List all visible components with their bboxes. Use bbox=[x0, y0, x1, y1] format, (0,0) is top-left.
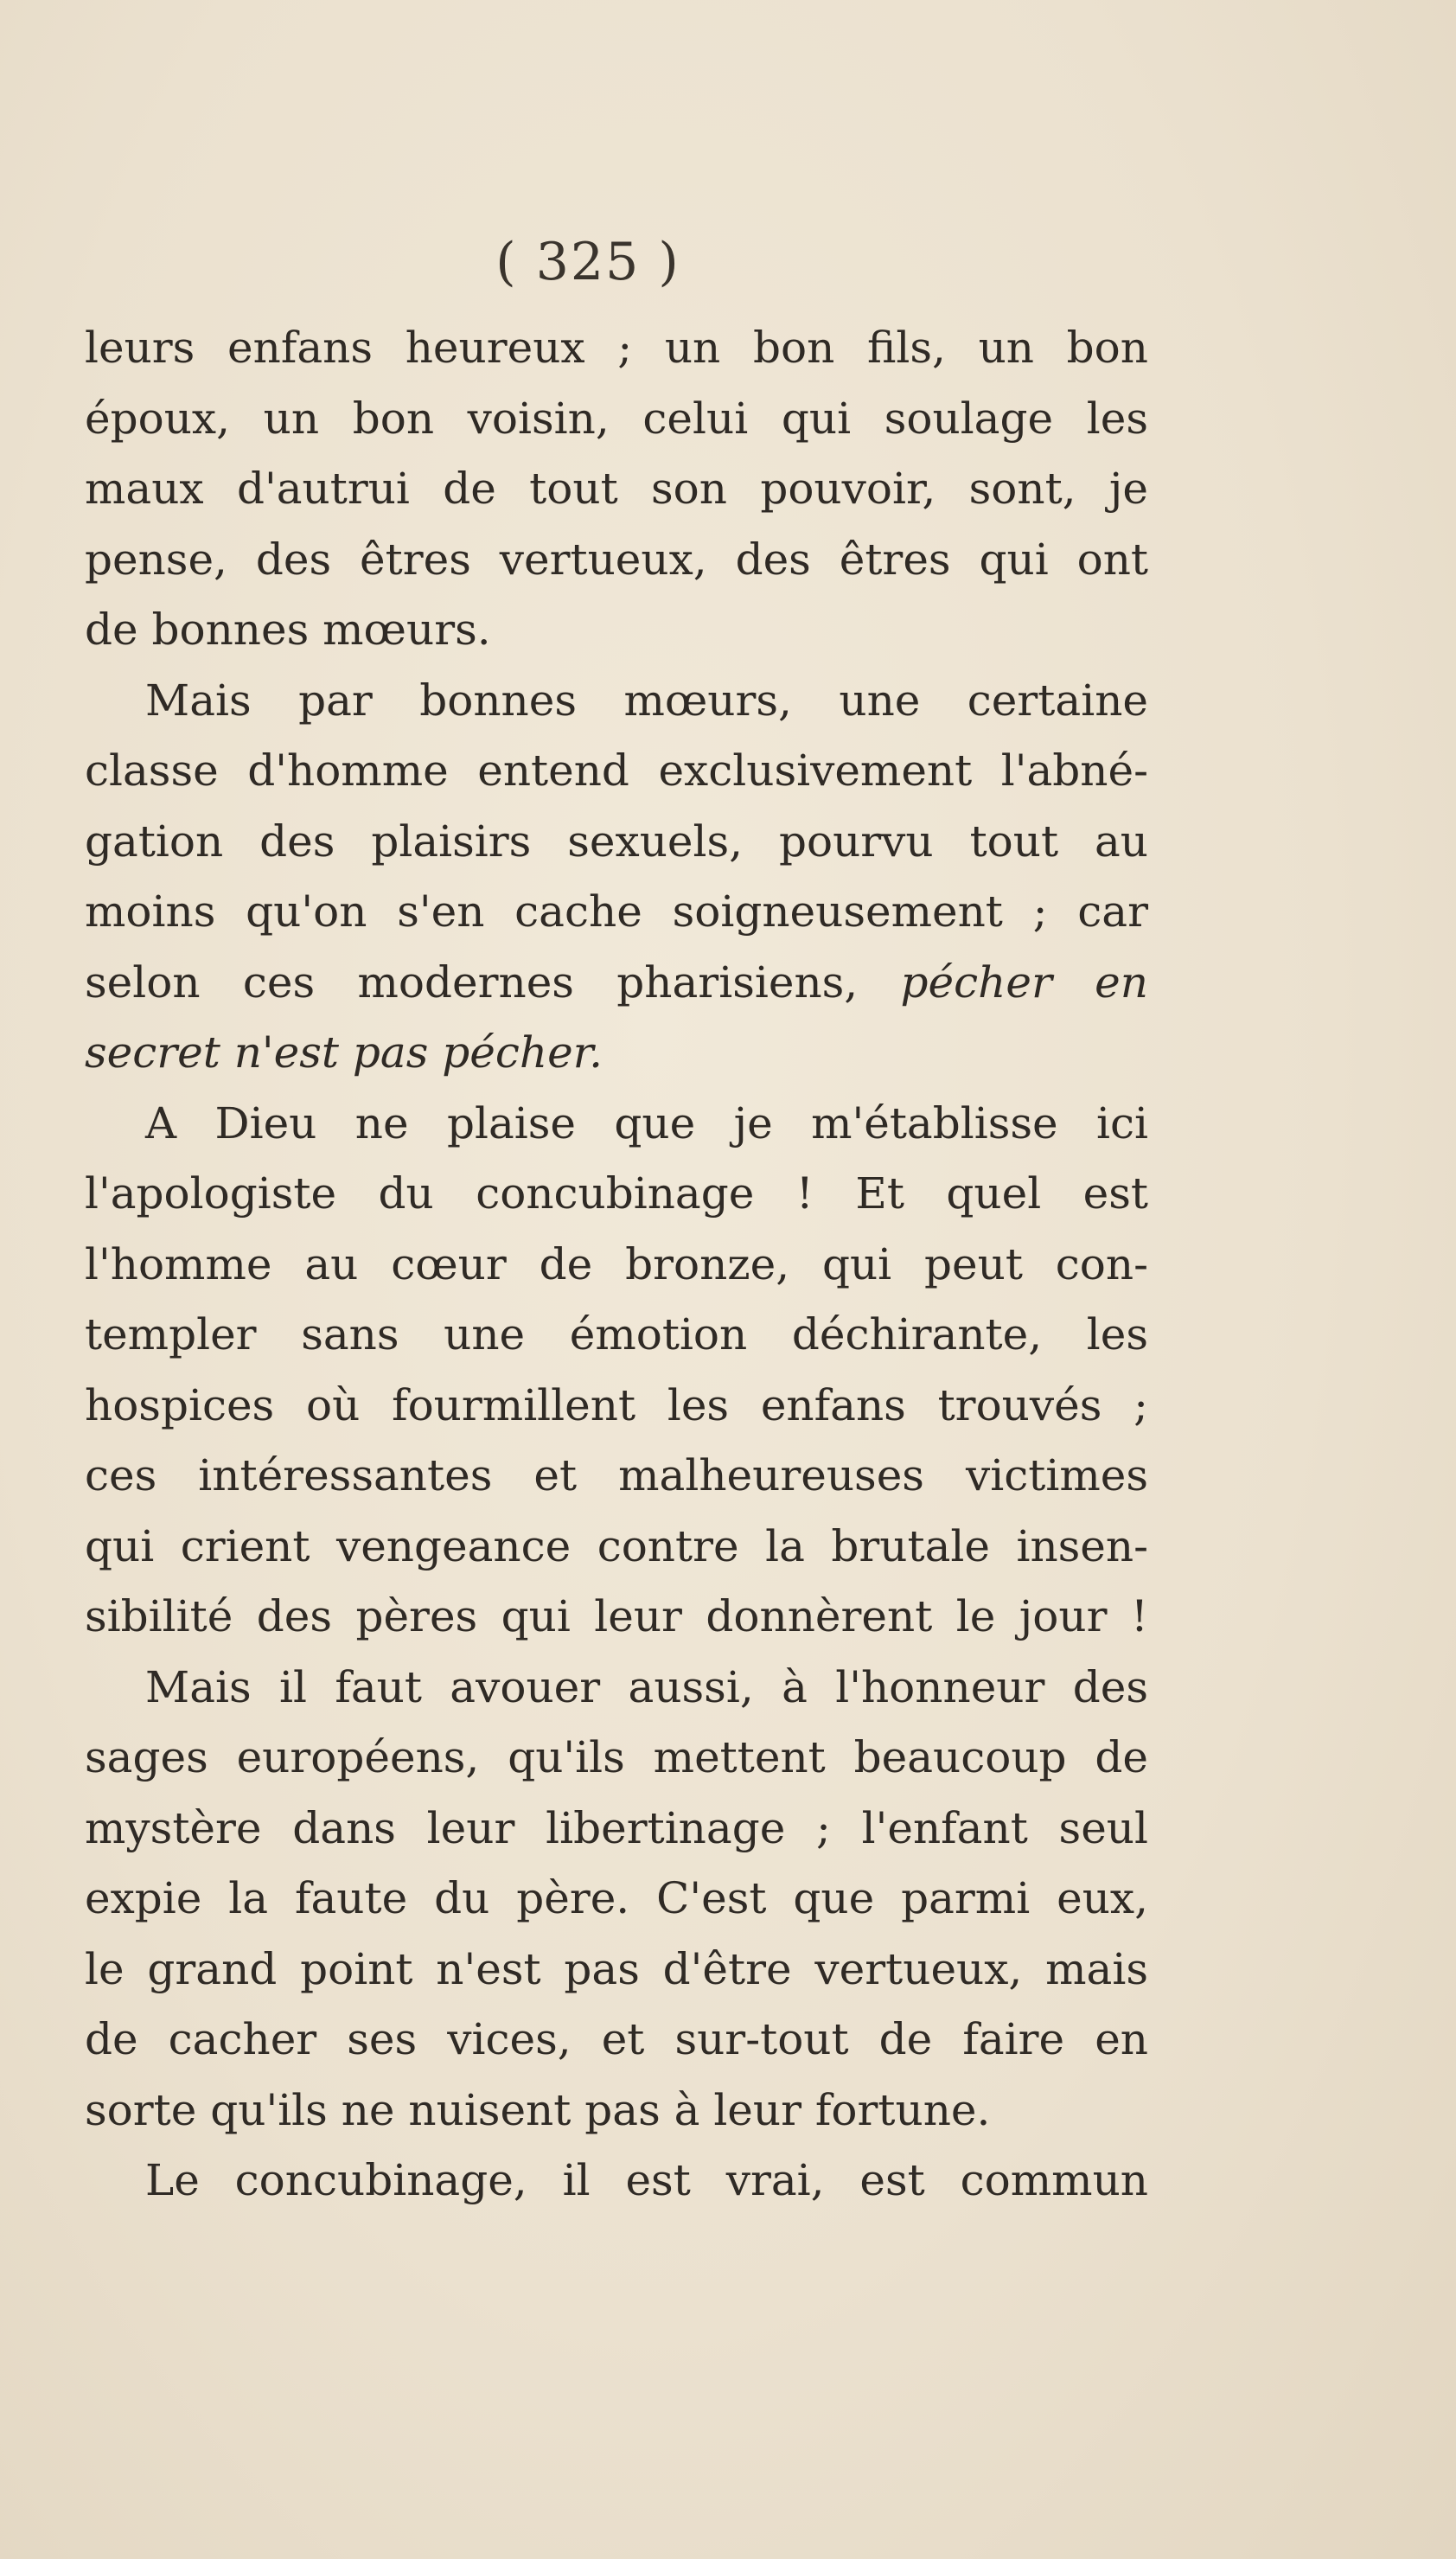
text-line: classe d'homme entend exclusivement l'abné- bbox=[85, 745, 1148, 796]
text-line: qui crient vengeance contre la brutale insen- bbox=[85, 1520, 1148, 1571]
text-line: maux d'autrui de tout son pouvoir, sont, je bbox=[85, 464, 1148, 514]
text-line: sorte qu'ils ne nuisent pas à leur fortune. bbox=[85, 2084, 991, 2135]
text-line: le grand point n'est pas d'être vertueux, mais bbox=[85, 1943, 1148, 1994]
text-line: hospices où fourmillent les enfans trouvés ; bbox=[85, 1379, 1148, 1430]
text-line: leurs enfans heureux ; un bon fils, un bon bbox=[85, 323, 1148, 373]
text-line: de cacher ses vices, et sur-tout de faire en bbox=[85, 2014, 1148, 2064]
text-line: époux, un bon voisin, celui qui soulage les bbox=[85, 393, 1148, 444]
text-line: l'homme au cœur de bronze, qui peut con- bbox=[85, 1238, 1148, 1289]
text-line: gation des plaisirs sexuels, pourvu tout au bbox=[85, 816, 1148, 867]
text-line: l'apologiste du concubinage ! Et quel est bbox=[85, 1168, 1148, 1219]
text-line: expie la faute du père. C'est que parmi eux, bbox=[85, 1873, 1148, 1923]
text-line bbox=[85, 948, 1148, 1019]
text-line: de bonnes mœurs. bbox=[85, 605, 491, 655]
text-line: Mais il faut avouer aussi, à l'honneur des bbox=[145, 1661, 1148, 1712]
italic-text: pécher en bbox=[900, 956, 1148, 1008]
text-line: ces intéressantes et malheureuses victimes bbox=[85, 1450, 1148, 1500]
text-line: templer sans une émotion déchirante, les bbox=[85, 1309, 1148, 1359]
body-text bbox=[85, 313, 1148, 2217]
text-line: sibilité des pères qui leur donnèrent le jour ! bbox=[85, 1591, 1148, 1641]
text-line: pense, des êtres vertueux, des êtres qui ont bbox=[85, 534, 1148, 585]
text-line: Mais par bonnes mœurs, une certaine bbox=[145, 675, 1148, 726]
page-number: ( 325 ) bbox=[495, 232, 680, 292]
text-segment: selon ces modernes pharisiens, bbox=[85, 956, 859, 1008]
text-line: A Dieu ne plaise que je m'établisse ici bbox=[145, 1097, 1148, 1148]
text-line: mystère dans leur libertinage ; l'enfant seul bbox=[85, 1802, 1148, 1853]
text-line: sages européens, qu'ils mettent beaucoup de bbox=[85, 1732, 1148, 1782]
text-line: Le concubinage, il est vrai, est commun bbox=[145, 2155, 1148, 2205]
text-line: moins qu'on s'en cache soigneusement ; car bbox=[85, 886, 1148, 937]
text-line: secret n'est pas pécher. bbox=[85, 1027, 603, 1078]
